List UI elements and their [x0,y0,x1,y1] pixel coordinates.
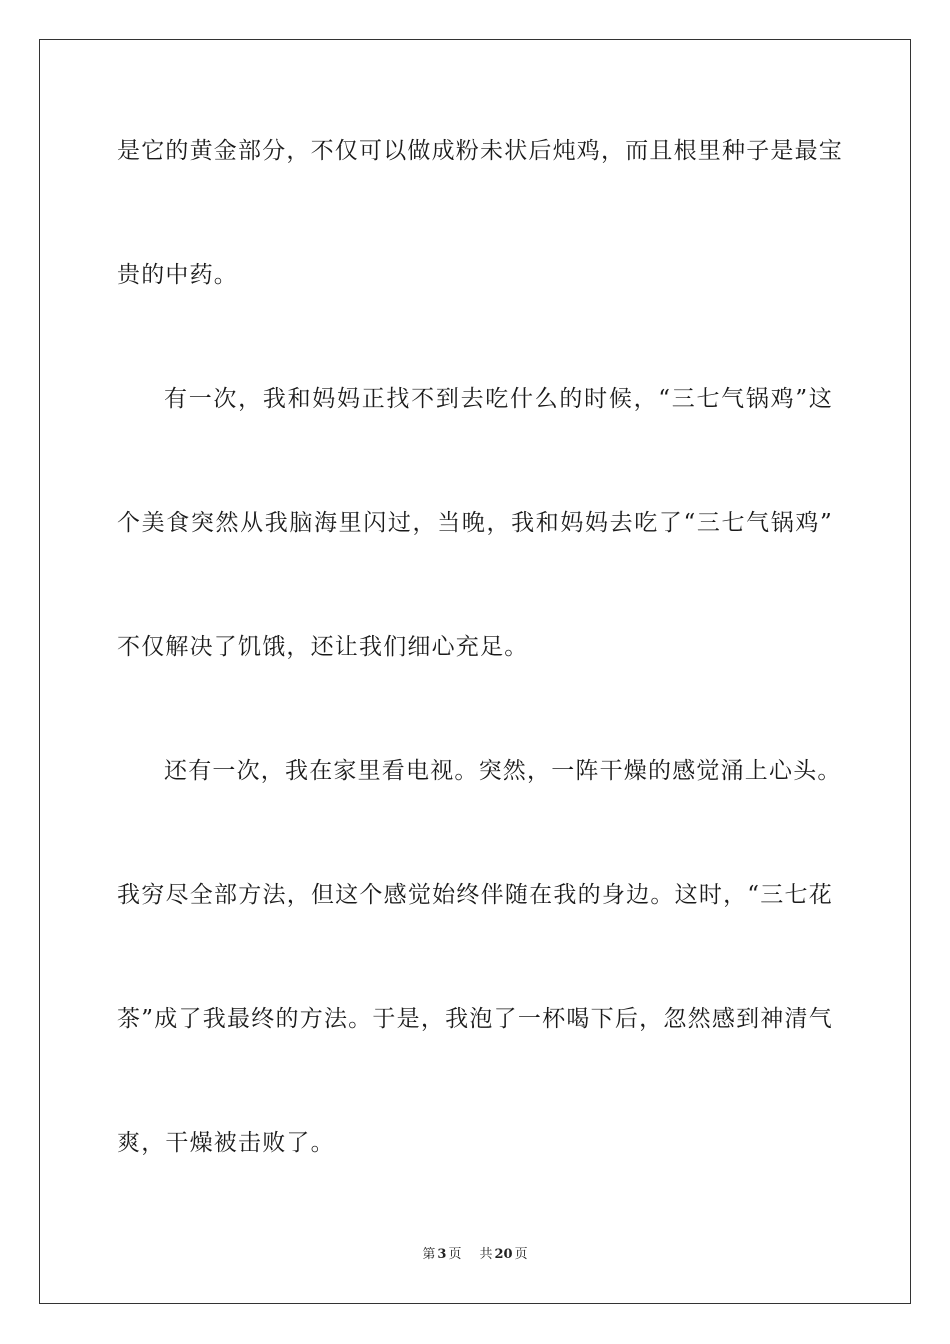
footer-total-unit: 页 [514,1247,528,1262]
text-line: 是它的黄金部分，不仅可以做成粉未状后炖鸡，而且根里种子是最宝 [117,138,843,164]
text-line: 我穷尽全部方法，但这个感觉始终伴随在我的身边。这时，“三七花 [117,882,833,908]
total-pages-number: 20 [494,1247,513,1262]
footer-prefix: 第 [422,1247,436,1262]
text-line: 贵的中药。 [117,262,238,288]
text-line: 还有一次，我在家里看电视。突然，一阵干燥的感觉涌上心头。 [164,758,842,784]
page-footer [0,1246,950,1264]
text-line: 不仅解决了饥饿，还让我们细心充足。 [117,634,529,660]
text-line: 爽，干燥被击败了。 [117,1130,335,1156]
page-border [39,39,911,1304]
footer-page-unit: 页 [448,1247,462,1262]
footer-total-prefix: 共 [479,1247,493,1262]
text-line: 茶”成了我最终的方法。于是，我泡了一杯喝下后，忽然感到神清气 [117,1006,833,1032]
current-page-number: 3 [437,1247,447,1262]
text-line: 有一次，我和妈妈正找不到去吃什么的时候，“三七气锅鸡”这 [164,386,833,412]
text-line: 个美食突然从我脑海里闪过，当晚，我和妈妈去吃了“三七气锅鸡” [117,510,833,536]
